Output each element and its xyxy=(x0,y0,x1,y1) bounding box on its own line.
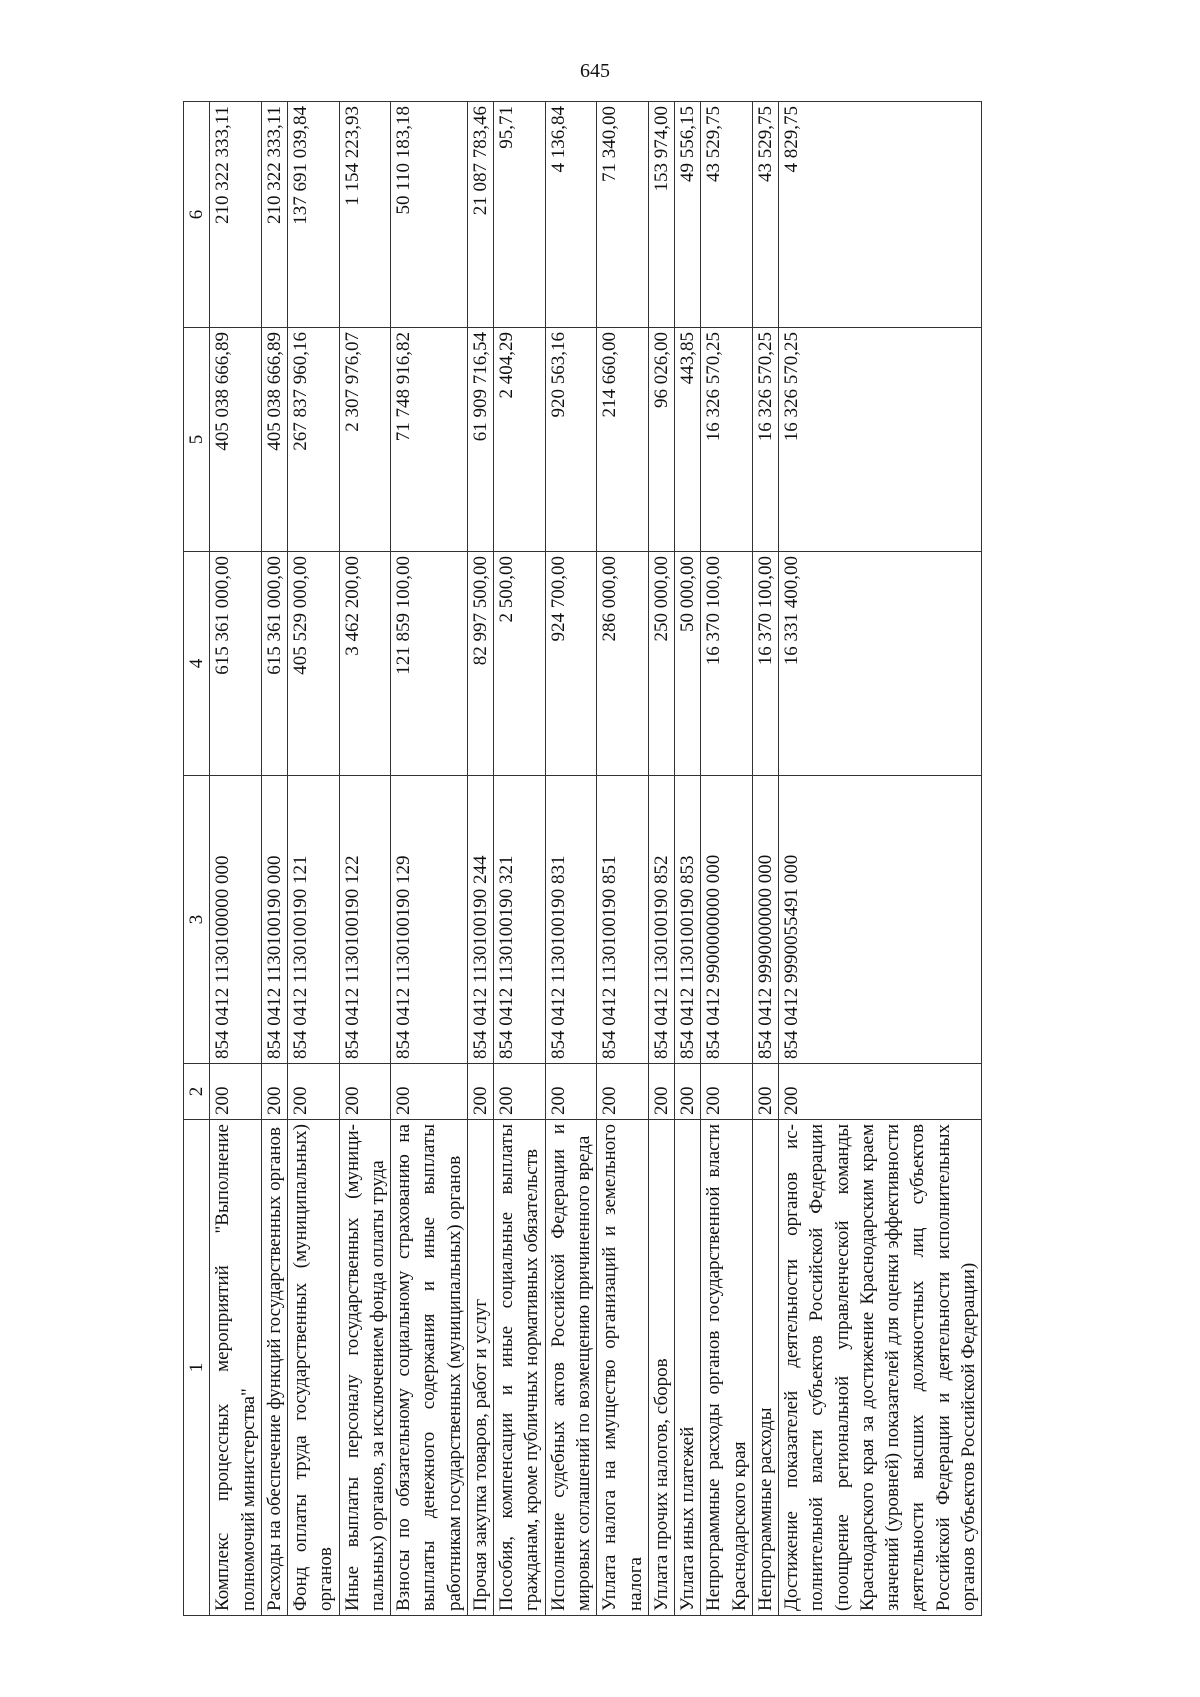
col-header-2: 2 xyxy=(184,1064,210,1120)
row-value-6: 43 529,75 xyxy=(752,102,778,328)
row-classification-code: 854 0412 1130100190 852 xyxy=(648,776,674,1064)
row-value-5: 405 038 666,89 xyxy=(261,328,287,552)
header-row xyxy=(184,102,210,1616)
row-value-4: 121 859 100,00 xyxy=(391,552,468,776)
row-value-6: 49 556,15 xyxy=(675,102,701,328)
row-line-code: 200 xyxy=(210,1064,262,1120)
row-line-code: 200 xyxy=(391,1064,468,1120)
row-value-6: 95,71 xyxy=(494,102,546,328)
row-value-4: 286 000,00 xyxy=(597,552,649,776)
col-header-3: 3 xyxy=(184,776,210,1064)
row-value-5: 405 038 666,89 xyxy=(210,328,262,552)
row-value-4: 2 500,00 xyxy=(494,552,546,776)
row-value-4: 82 997 500,00 xyxy=(467,552,493,776)
row-name: Непрограммные расходы xyxy=(752,1120,778,1616)
row-line-code: 200 xyxy=(467,1064,493,1120)
row-value-5: 920 563,16 xyxy=(545,328,597,552)
row-value-4: 16 331 400,00 xyxy=(779,552,982,776)
row-value-6: 4 829,75 xyxy=(779,102,982,328)
row-name: Уплата налога на имущество организаций и земельного налога xyxy=(597,1120,649,1616)
row-name: Комплекс процессных мероприятий "Выполнение полномочий министерства" xyxy=(210,1120,262,1616)
table-row xyxy=(210,102,262,1616)
row-name: Пособия, компенсации и иные социальные выплаты гражданам, кроме публичных нормативных обязательств xyxy=(494,1120,546,1616)
row-value-5: 443,85 xyxy=(675,328,701,552)
row-classification-code: 854 0412 9990055491 000 xyxy=(779,776,982,1064)
row-name: Фонд оплаты труда государственных (муниципальных) органов xyxy=(288,1120,340,1616)
row-classification-code: 854 0412 1130100000 000 xyxy=(210,776,262,1064)
col-header-6: 6 xyxy=(184,102,210,328)
row-name: Уплата иных платежей xyxy=(675,1120,701,1616)
row-value-6: 153 974,00 xyxy=(648,102,674,328)
row-value-6: 1 154 223,93 xyxy=(339,102,391,328)
row-line-code: 200 xyxy=(779,1064,982,1120)
row-value-6: 71 340,00 xyxy=(597,102,649,328)
row-classification-code: 854 0412 1130100190 122 xyxy=(339,776,391,1064)
row-name: Иные выплаты персоналу государственных (муниципальных) органов, за исключением фонда оплаты труда xyxy=(339,1120,391,1616)
row-value-5: 61 909 716,54 xyxy=(467,328,493,552)
row-value-6: 21 087 783,46 xyxy=(467,102,493,328)
row-line-code: 200 xyxy=(597,1064,649,1120)
row-value-4: 16 370 100,00 xyxy=(701,552,753,776)
table-row xyxy=(701,102,753,1616)
table-row xyxy=(467,102,493,1616)
table-row xyxy=(391,102,468,1616)
row-value-4: 405 529 000,00 xyxy=(288,552,340,776)
row-name: Непрограммные расходы органов государственной власти Краснодарского края xyxy=(701,1120,753,1616)
row-classification-code: 854 0412 1130100190 129 xyxy=(391,776,468,1064)
row-line-code: 200 xyxy=(494,1064,546,1120)
table-row xyxy=(261,102,287,1616)
row-value-5: 16 326 570,25 xyxy=(752,328,778,552)
row-value-6: 50 110 183,18 xyxy=(391,102,468,328)
row-value-5: 214 660,00 xyxy=(597,328,649,552)
row-value-5: 2 404,29 xyxy=(494,328,546,552)
row-value-5: 267 837 960,16 xyxy=(288,328,340,552)
row-classification-code: 854 0412 1130100190 244 xyxy=(467,776,493,1064)
table-row xyxy=(494,102,546,1616)
row-value-4: 16 370 100,00 xyxy=(752,552,778,776)
row-line-code: 200 xyxy=(339,1064,391,1120)
row-value-6: 43 529,75 xyxy=(701,102,753,328)
row-classification-code: 854 0412 1130100190 321 xyxy=(494,776,546,1064)
row-value-6: 137 691 039,84 xyxy=(288,102,340,328)
col-header-1: 1 xyxy=(184,1120,210,1616)
table-row xyxy=(339,102,391,1616)
table-row xyxy=(597,102,649,1616)
row-line-code: 200 xyxy=(261,1064,287,1120)
row-classification-code: 854 0412 1130100190 831 xyxy=(545,776,597,1064)
table-row xyxy=(779,102,982,1616)
row-value-4: 50 000,00 xyxy=(675,552,701,776)
rotated-table-wrapper xyxy=(183,102,1191,1616)
row-value-5: 16 326 570,25 xyxy=(701,328,753,552)
row-name: Взносы по обязательному социальному страхованию на выплаты денежного содержания и иные выплаты работникам государственных (муниципальных) органов xyxy=(391,1120,468,1616)
table-row xyxy=(288,102,340,1616)
row-value-6: 4 136,84 xyxy=(545,102,597,328)
row-value-5: 16 326 570,25 xyxy=(779,328,982,552)
row-value-4: 3 462 200,00 xyxy=(339,552,391,776)
col-header-4: 4 xyxy=(184,552,210,776)
row-name: Расходы на обеспечение функций государственных органов xyxy=(261,1120,287,1616)
col-header-5: 5 xyxy=(184,328,210,552)
row-value-4: 615 361 000,00 xyxy=(261,552,287,776)
row-value-4: 250 000,00 xyxy=(648,552,674,776)
row-line-code: 200 xyxy=(648,1064,674,1120)
row-line-code: 200 xyxy=(545,1064,597,1120)
row-line-code: 200 xyxy=(701,1064,753,1120)
row-value-4: 615 361 000,00 xyxy=(210,552,262,776)
row-line-code: 200 xyxy=(288,1064,340,1120)
row-value-5: 96 026,00 xyxy=(648,328,674,552)
row-value-5: 71 748 916,82 xyxy=(391,328,468,552)
row-line-code: 200 xyxy=(675,1064,701,1120)
table-row xyxy=(648,102,674,1616)
table-row xyxy=(545,102,597,1616)
row-classification-code: 854 0412 9900000000 000 xyxy=(701,776,753,1064)
row-value-5: 2 307 976,07 xyxy=(339,328,391,552)
page-number: 645 xyxy=(580,60,610,82)
budget-table xyxy=(183,101,982,1616)
row-name: Достижение показателей деятельности органов исполнительной власти субъектов Российской Федерации (поощрение региональной управленческой команды Краснодарского края за достижение Краснодарским краем значений (уровней) показателей для оценки эффективности деятельности высших должностных лиц субъектов Российской Федерации и деятельности исполнительных органов субъектов Российской Федерации) xyxy=(779,1120,982,1616)
row-name: Уплата прочих налогов, сборов xyxy=(648,1120,674,1616)
row-value-6: 210 322 333,11 xyxy=(210,102,262,328)
row-classification-code: 854 0412 1130100190 853 xyxy=(675,776,701,1064)
row-classification-code: 854 0412 9990000000 000 xyxy=(752,776,778,1064)
table-row xyxy=(675,102,701,1616)
row-classification-code: 854 0412 1130100190 000 xyxy=(261,776,287,1064)
row-value-6: 210 322 333,11 xyxy=(261,102,287,328)
table-row xyxy=(752,102,778,1616)
row-value-4: 924 700,00 xyxy=(545,552,597,776)
row-name: Исполнение судебных актов Российской Федерации и мировых соглашений по возмещению причиненного вреда xyxy=(545,1120,597,1616)
row-line-code: 200 xyxy=(752,1064,778,1120)
row-name: Прочая закупка товаров, работ и услуг xyxy=(467,1120,493,1616)
row-classification-code: 854 0412 1130100190 121 xyxy=(288,776,340,1064)
row-classification-code: 854 0412 1130100190 851 xyxy=(597,776,649,1064)
